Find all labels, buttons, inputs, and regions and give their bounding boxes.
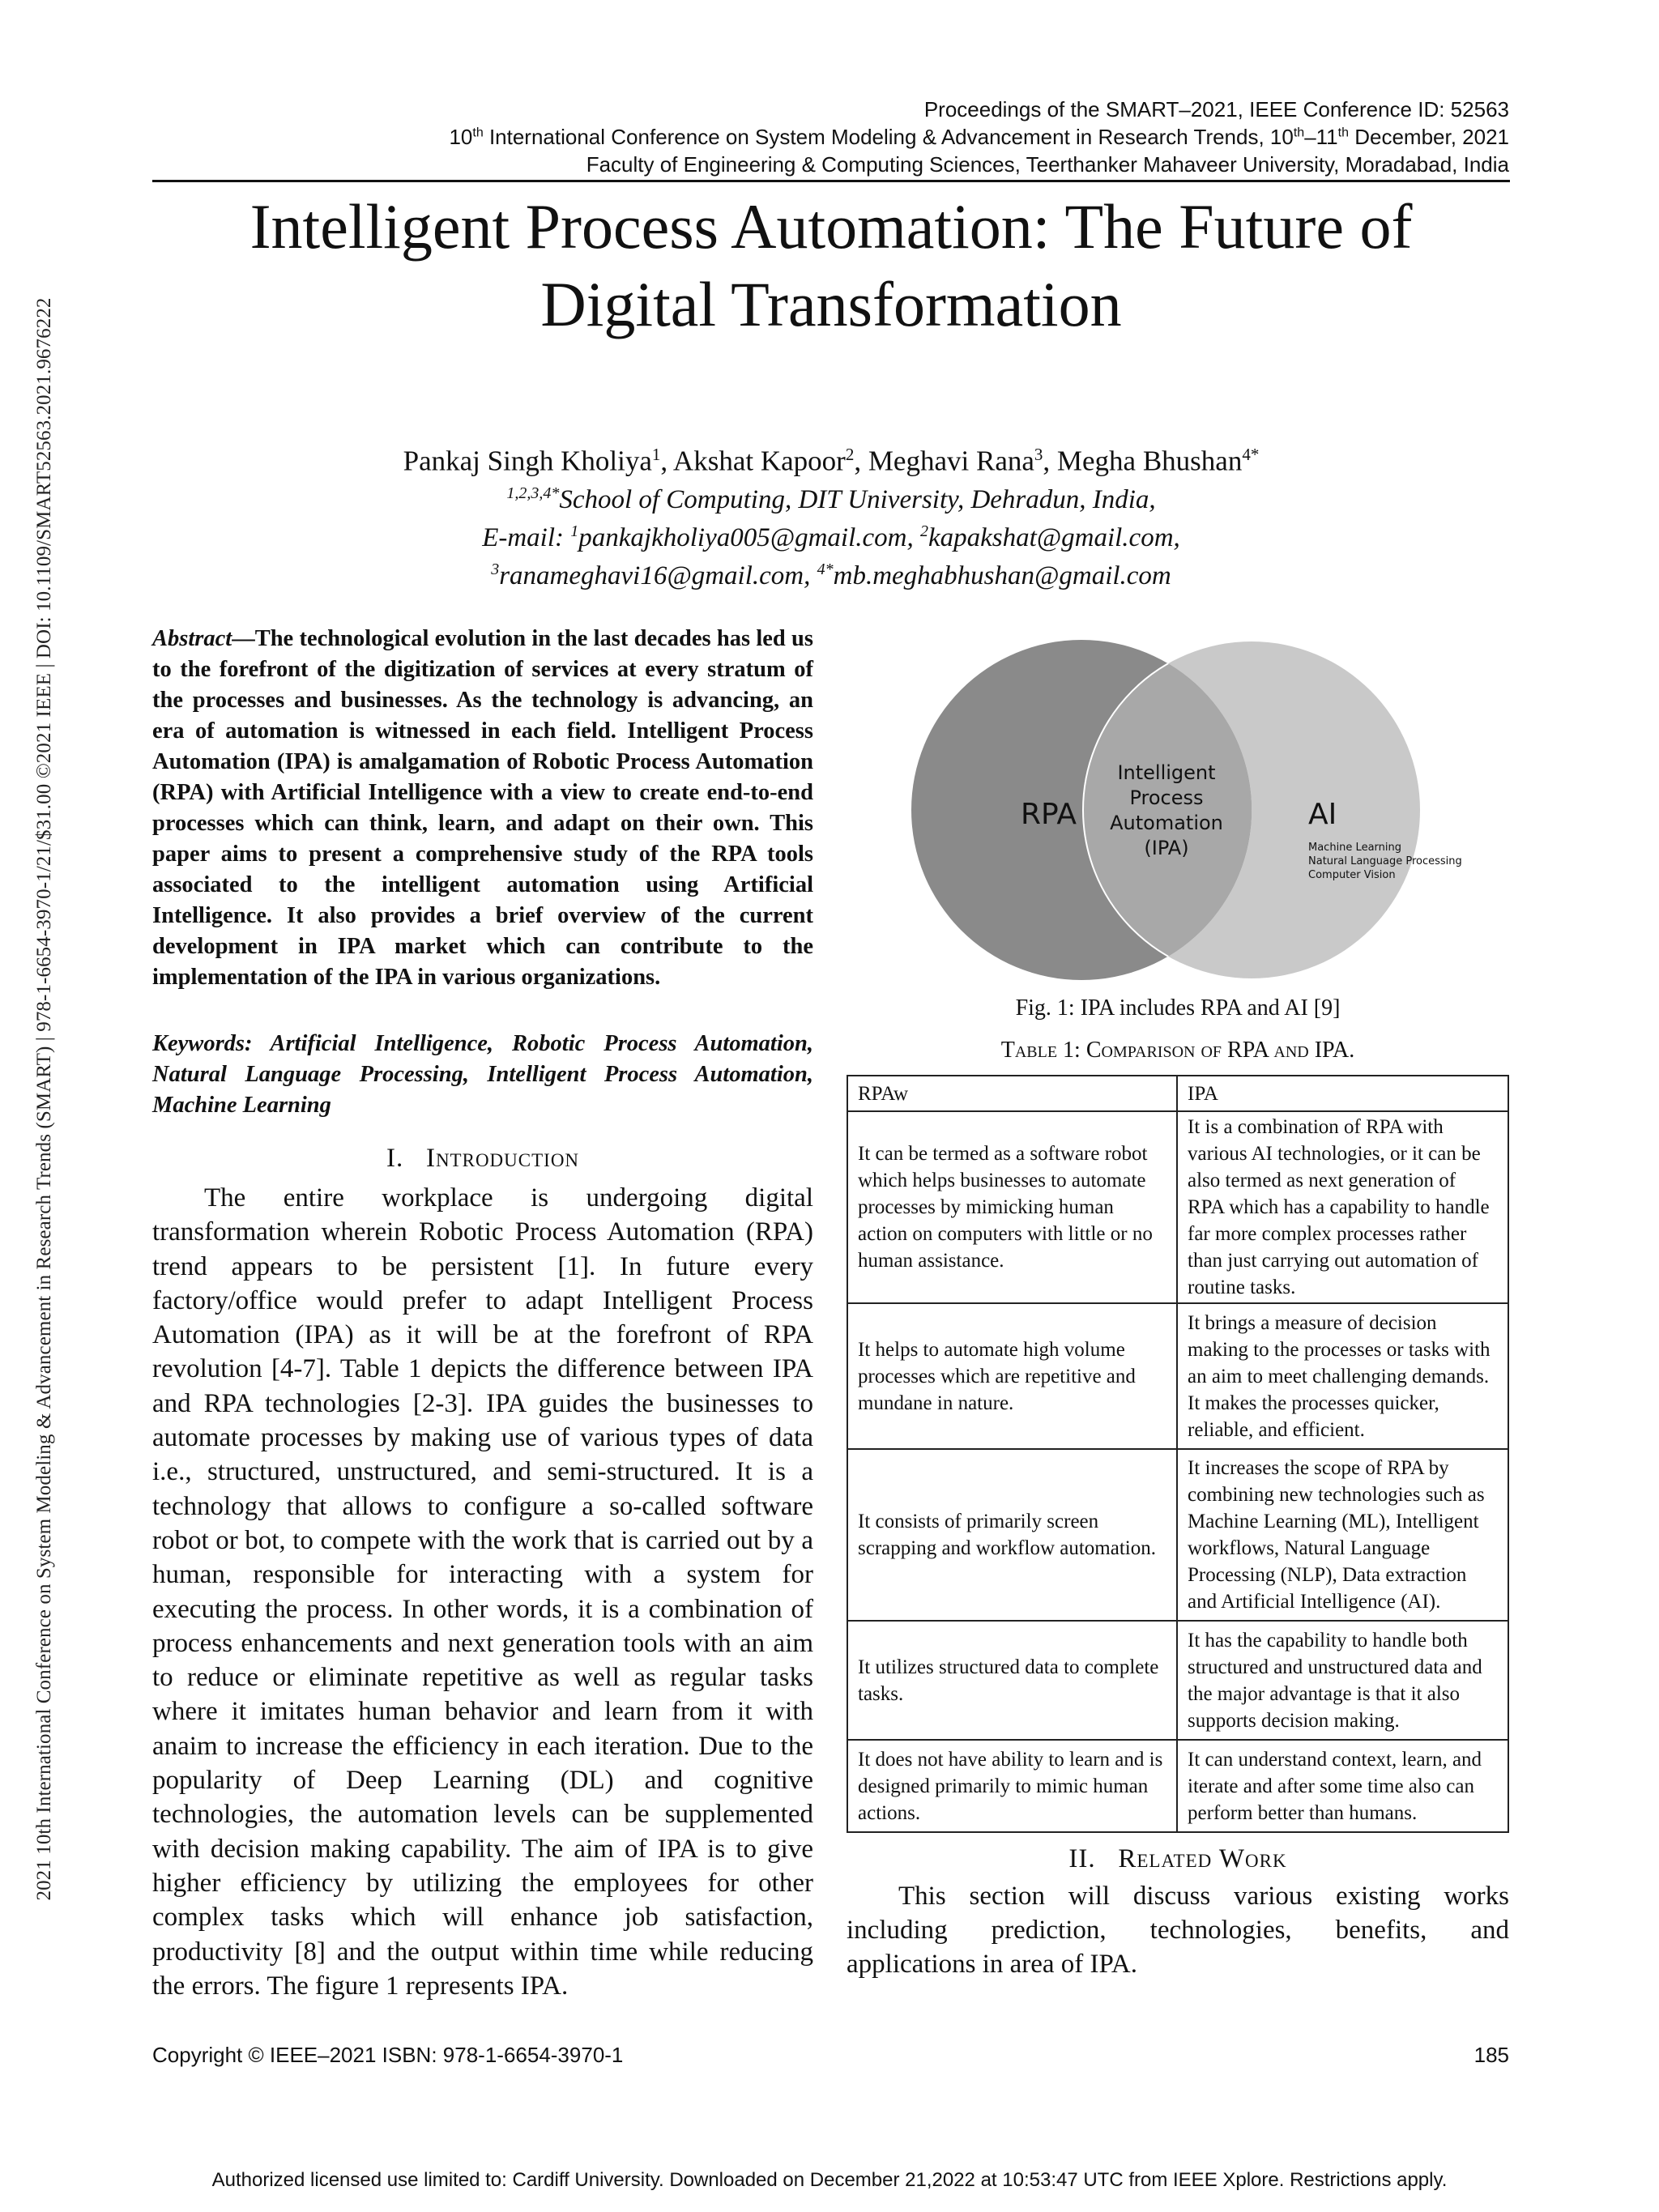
table-cell: It can understand context, learn, and iterate and after some time also can perform better than humans. [1177,1740,1508,1832]
related-work-body: This section will discuss various existing works including prediction, technologies, benefits, and applications in area of IPA. [847,1882,1509,1979]
table-cell: It is a combination of RPA with various AI technologies, or it can be also termed as next generation of RPA which has a capability to handle far more complex processes rather than just carrying out automation of routine tasks. [1177,1111,1508,1303]
header-line-2: 10th International Conference on System Modeling & Advancement in Research Trends, 10th–11th December, 2021 [449,125,1509,149]
running-header [449,96,1509,178]
paper-title: Intelligent Process Automation: The Future of Digital Transformation [249,191,1413,339]
header-line-3: Faculty of Engineering & Computing Sciences, Teerthanker Mahaveer University, Moradabad, India [586,152,1509,177]
section-heading-related-work: II. Related Work [1068,1844,1287,1873]
table-cell: It does not have ability to learn and is designed primarily to mimic human actions. [847,1740,1177,1832]
table-header-row [847,1076,1508,1111]
author-affiliation [152,478,1510,592]
table-cell: It has the capability to handle both structured and unstructured data and the major advantage is that it also supports decision making. [1177,1621,1508,1740]
header-line-1: Proceedings of the SMART–2021, IEEE Conference ID: 52563 [923,97,1509,121]
ai-item-nlp: Natural Language Processing [1308,855,1462,867]
ai-item-ml: Machine Learning [1308,842,1401,854]
table-cell: It brings a measure of decision making to the processes or tasks with an aim to meet challenging demands. It makes the processes quicker, reliable, and efficient. [1177,1303,1508,1449]
email-line-1: E-mail: $^1$pankajkholiya005@gmail.com, $^2$kapakshat@gmail.com, [482,522,1180,552]
table-row [847,1303,1508,1449]
table-cell: It utilizes structured data to complete tasks. [847,1621,1177,1740]
table-row [847,1111,1508,1303]
introduction-body: The entire workplace is undergoing digital transformation wherein Robotic Process Automation (RPA) trend appears to be persistent [1]. In future every factory/office would prefer to adapt Intelligent Process Automation (IPA) as it will be at the forefront of RPA revolution [4-7]. Table 1 depicts the difference between IPA and RPA technologies [2-3]. IPA guides the businesses to automate processes by making use of various types of data i.e., structured, unstructured, and semi-structured. It is a technology that allows to configure a so-called software robot or bot, to compete with the work that is carried out by a human, responsible for interacting with a system for executing the process. In other words, it is a combination of process enhancements and next generation tools with an aim to reduce or eliminate repetitive as well as regular tasks where it imitates human behavior and learn from it with anaim to increase the efficiency in each iteration. Due to the popularity of Deep Learning (DL) and cognitive technologies, the automation levels can be supplemented with decision making capability. The aim of IPA is to give higher efficiency by utilizing the employees for other complex tasks which will enhance job satisfaction, productivity [8] and the output within time while reducing the errors. The figure 1 represents IPA. [152,1183,813,2001]
ai-item-cv: Computer Vision [1308,869,1396,881]
table-cell: It can be termed as a software robot which helps businesses to automate processes by mimicking human action on computers with little or no human assistance. [847,1111,1177,1303]
table-cell: It increases the scope of RPA by combining new technologies such as Machine Learning (ML), Intelligent workflows, Natural Language Processing (NLP), Data extraction and Artificial Intelligence (AI). [1177,1449,1508,1621]
ipa-label-line-1: Intelligent [1117,761,1216,784]
table-header-ipa: IPA [1177,1076,1508,1111]
comparison-table [847,1075,1509,1833]
figure-caption: Fig. 1: IPA includes RPA and AI [9] [1015,995,1341,1021]
table-cell: It helps to automate high volume processes which are repetitive and mundane in nature. [847,1303,1177,1449]
section-heading-introduction: I. Introduction [386,1144,580,1173]
keywords: Keywords: Artificial Intelligence, Robotic Process Automation, Natural Language Processing, Intelligent Process Automation, Machine Learning [152,1031,813,1118]
table-row [847,1449,1508,1621]
venn-diagram [899,632,1466,988]
ai-label: AI [1308,798,1337,831]
header-rule [152,180,1510,182]
ipa-label-line-3: Automation [1110,812,1223,834]
table-row [847,1740,1508,1832]
abstract [152,624,813,993]
table-cell: It consists of primarily screen scrapping and workflow automation. [847,1449,1177,1621]
ipa-label-line-4: (IPA) [1144,837,1189,859]
abstract-text: —The technological evolution in the last decades has led us to the forefront of the digitization of services at every stratum of the processes and businesses. As the technology is advancing, an era of automation is witnessed in each field. Intelligent Process Automation (IPA) is amalgamation of Robotic Process Automation (RPA) with Artificial Intelligence with a view to create end-to-end processes which can think, learn, and adapt on their own. This paper aims to present a comprehensive study of the RPA tools associated to the intelligent automation using Artificial Intelligence. It also provides a brief overview of the current development in IPA market which can contribute to the implementation of the IPA in various organizations. [152,626,813,990]
page-number: 185 [1473,2043,1509,2067]
table-header-rpa: RPAw [847,1076,1177,1111]
affiliation-line: $^{1,2,3,4*}$School of Computing, DIT University, Dehradun, India, [506,484,1156,514]
authorized-use-notice: Authorized licensed use limited to: Cardiff University. Downloaded on December 21,2022 at 10:53:47 UTC from IEEE Xplore. Restrictions apply. [211,2169,1448,2191]
author-list: Pankaj Singh Kholiya$^1$, Akshat Kapoor$^2$, Meghavi Rana$^3$, Megha Bhushan$^{4*}$ [403,445,1260,477]
abstract-label: Abstract [152,626,232,651]
side-doi-strip [0,0,89,2212]
side-doi-text: 2021 10th International Conference on System Modeling & Advancement in Research Trends (SMART) | 978-1-6654-3970-1/21/$31.00 ©2021 IEEE | DOI: 10.1109/SMART52563.2021.9676222 [33,297,55,1901]
email-line-2: $^3$ranameghavi16@gmail.com, $^{4*}$mb.meghabhushan@gmail.com [491,560,1171,590]
table-caption: Table 1: Comparison of RPA and IPA. [1000,1038,1355,1063]
footer-copyright: Copyright © IEEE–2021 ISBN: 978-1-6654-3970-1 [152,2043,624,2067]
table-row [847,1621,1508,1740]
rpa-label: RPA [1021,798,1077,831]
ipa-label-line-2: Process [1129,786,1204,809]
